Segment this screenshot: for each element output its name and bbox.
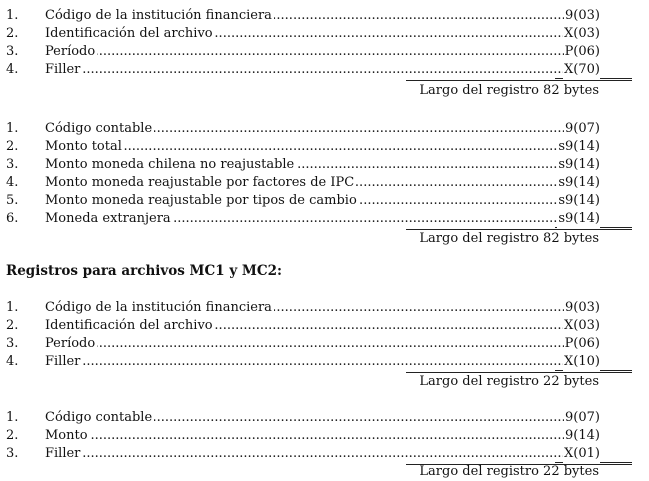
- field-label: Código contable: [45, 121, 153, 136]
- field-label: Moneda extranjera: [45, 211, 171, 226]
- field-label: Código de la institución financiera: [45, 8, 272, 23]
- field-number: 2.: [6, 26, 19, 41]
- field-format: s9(14): [558, 157, 600, 172]
- field-label: Monto total: [45, 139, 122, 154]
- field-label: Código contable: [45, 410, 153, 425]
- field-row: [0, 7, 649, 25]
- field-number: 2.: [6, 428, 19, 443]
- field-row: [0, 409, 649, 427]
- field-row: [0, 138, 649, 156]
- record-layout-1: [0, 7, 649, 98]
- field-row: [0, 427, 649, 445]
- field-number: 6.: [6, 211, 19, 226]
- field-format: s9(14): [558, 139, 600, 154]
- field-label: Identificación del archivo: [45, 318, 213, 333]
- field-number: 4.: [6, 175, 19, 190]
- field-number: 2.: [6, 318, 19, 333]
- record-length: Largo del registro 22 bytes: [419, 374, 599, 389]
- field-format: s9(14): [558, 175, 600, 190]
- field-label: Monto moneda chilena no reajustable: [45, 157, 295, 172]
- field-number: 3.: [6, 336, 19, 351]
- record-length: Largo del registro 82 bytes: [419, 231, 599, 246]
- field-format: X(03): [564, 26, 600, 41]
- field-row: [0, 335, 649, 353]
- field-format: X(03): [564, 318, 600, 333]
- field-format: 9(03): [565, 300, 600, 315]
- field-label: Período: [45, 336, 96, 351]
- field-label: Monto: [45, 428, 88, 443]
- field-format: X(10): [564, 354, 600, 369]
- field-label: Filler: [45, 446, 81, 461]
- field-number: 4.: [6, 354, 19, 369]
- total-divider: [406, 80, 632, 81]
- field-format: 9(07): [565, 121, 600, 136]
- field-label: Filler: [45, 62, 81, 77]
- field-format: X(01): [564, 446, 600, 461]
- field-label: Período: [45, 44, 96, 59]
- field-label: Identificación del archivo: [45, 26, 213, 41]
- field-row: [0, 43, 649, 61]
- field-format: s9(14): [558, 193, 600, 208]
- field-format: 9(14): [565, 428, 600, 443]
- field-number: 3.: [6, 157, 19, 172]
- field-number: 1.: [6, 121, 19, 136]
- field-row: [0, 61, 649, 79]
- field-row: [0, 174, 649, 192]
- field-number: 1.: [6, 8, 19, 23]
- record-layout-2: [0, 120, 649, 246]
- field-row: [0, 156, 649, 174]
- section-heading: Registros para archivos MC1 y MC2:: [6, 263, 282, 279]
- record-length: Largo del registro 82 bytes: [419, 83, 599, 98]
- field-format: P(06): [564, 44, 600, 59]
- field-number: 3.: [6, 44, 19, 59]
- record-layout-3: [0, 299, 649, 389]
- field-row: [0, 120, 649, 138]
- field-label: Código de la institución financiera: [45, 300, 272, 315]
- field-number: 1.: [6, 300, 19, 315]
- field-number: 5.: [6, 193, 19, 208]
- field-row: [0, 445, 649, 463]
- field-number: 3.: [6, 446, 19, 461]
- field-row: [0, 317, 649, 335]
- field-format: P(06): [564, 336, 600, 351]
- field-label: Filler: [45, 354, 81, 369]
- field-number: 1.: [6, 410, 19, 425]
- field-row: [0, 299, 649, 317]
- field-row: [0, 210, 649, 228]
- field-format: 9(03): [565, 8, 600, 23]
- record-layout-4: [0, 409, 649, 479]
- field-format: X(70): [564, 62, 600, 77]
- field-label: Monto moneda reajustable por tipos de cambio: [45, 193, 357, 208]
- field-row: [0, 25, 649, 43]
- field-number: 4.: [6, 62, 19, 77]
- field-format: 9(07): [565, 410, 600, 425]
- record-length: Largo del registro 22 bytes: [419, 464, 599, 479]
- field-row: [0, 353, 649, 371]
- field-label: Monto moneda reajustable por factores de IPC: [45, 175, 355, 190]
- field-format: s9(14): [558, 211, 600, 226]
- field-row: [0, 192, 649, 210]
- field-number: 2.: [6, 139, 19, 154]
